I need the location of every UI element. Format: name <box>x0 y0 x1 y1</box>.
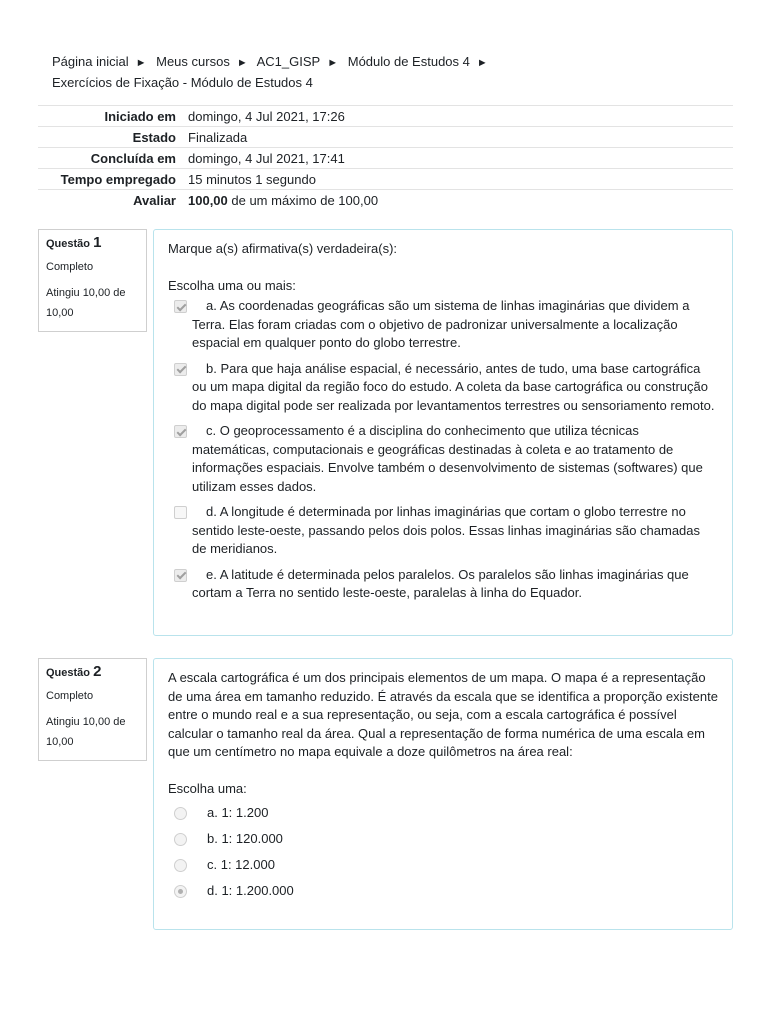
breadcrumb-module-link[interactable]: Módulo de Estudos 4 <box>347 54 470 69</box>
summary-row-grade <box>38 190 733 211</box>
summary-row <box>38 148 733 169</box>
summary-value: domingo, 4 Jul 2021, 17:26 <box>188 106 733 127</box>
answer-option-a[interactable] <box>168 800 718 826</box>
answer-text: b. Para que haja análise espacial, é necessário, antes de tudo, uma base cartográfica ou um mapa digital da região foco do estudo. A coleta da base cartográfica ou construção do mapa digital pode ser realizada por levantamentos terrestres ou sensoriamento remoto. <box>192 360 715 413</box>
breadcrumb-separator-icon: ► <box>236 57 248 69</box>
answer-text: b. 1: 120.000 <box>207 830 283 846</box>
checkbox-checked-icon[interactable] <box>174 425 187 438</box>
question-1-content <box>153 229 733 636</box>
answer-text: c. 1: 12.000 <box>207 856 275 872</box>
summary-label: Concluída em <box>38 148 188 169</box>
breadcrumb-course-link[interactable]: AC1_GISP <box>256 54 321 69</box>
breadcrumb-separator-icon: ► <box>476 57 488 69</box>
radio-selected-icon[interactable] <box>174 885 187 898</box>
question-number: Questão 1 <box>46 234 102 251</box>
checkbox-checked-icon[interactable] <box>174 363 187 376</box>
answer-text: d. A longitude é determinada por linhas imaginárias que cortam o globo terrestre no sentido leste-oeste, passando pelos dois polos. Essas linhas imaginárias são chamadas de meridianos. <box>192 504 701 556</box>
summary-row <box>38 169 733 190</box>
question-state: Completo <box>46 690 94 702</box>
answer-option-d[interactable] <box>168 503 718 559</box>
checkbox-checked-icon[interactable] <box>174 300 187 313</box>
answer-option-a[interactable] <box>168 297 718 353</box>
summary-value: domingo, 4 Jul 2021, 17:41 <box>188 148 733 169</box>
summary-label: Avaliar <box>38 190 188 211</box>
answer-text: c. O geoprocessamento é a disciplina do conhecimento que utiliza técnicas matemáticas, computacionais e geográficas destinadas à coleta e ao tratamento de informações espaciais. Envolve também o desenvolvimento de sistemas (softwares) que utilizam esses dados. <box>192 423 703 494</box>
answer-option-d[interactable] <box>168 878 718 904</box>
grade-score: 100,00 <box>188 192 228 208</box>
summary-value: Finalizada <box>188 127 733 148</box>
summary-row <box>38 106 733 127</box>
attempt-summary-table <box>38 105 733 211</box>
breadcrumb-separator-icon: ► <box>135 57 147 69</box>
answer-list <box>168 800 718 904</box>
question-number: Questão 2 <box>46 663 102 680</box>
question-grade: Atingiu 10,00 de 10,00 <box>46 287 126 319</box>
answer-list <box>168 297 718 603</box>
question-2-info <box>38 658 147 761</box>
breadcrumb-home-link[interactable]: Página inicial <box>52 54 129 69</box>
question-state: Completo <box>46 261 94 273</box>
answer-text: a. 1: 1.200 <box>207 804 269 820</box>
breadcrumb-separator-icon: ► <box>327 57 339 69</box>
question-1-info <box>38 229 147 332</box>
answer-text: a. As coordenadas geográficas são um sistema de linhas imaginárias que dividem a Terra. Elas foram criadas com o objetivo de padronizar universalmente a localização espacial em qualquer ponto do globo terrestre. <box>192 298 690 350</box>
summary-row <box>38 127 733 148</box>
grade-max: de um máximo de 100,00 <box>227 192 379 208</box>
answer-option-c[interactable] <box>168 422 718 496</box>
summary-label: Tempo empregado <box>38 169 188 190</box>
answer-option-b[interactable] <box>168 826 718 852</box>
breadcrumb-quiz-link[interactable]: Exercícios de Fixação - Módulo de Estudos 4 <box>52 75 313 90</box>
summary-label: Iniciado em <box>38 106 188 127</box>
answer-option-e[interactable] <box>168 566 718 603</box>
answer-text: d. 1: 1.200.000 <box>207 882 294 898</box>
answer-option-c[interactable] <box>168 852 718 878</box>
answer-prompt: Escolha uma: <box>168 780 247 796</box>
summary-grade-value <box>188 190 733 211</box>
radio-unselected-icon[interactable] <box>174 833 187 846</box>
summary-label: Estado <box>38 127 188 148</box>
question-text: Marque a(s) afirmativa(s) verdadeira(s): <box>168 241 398 256</box>
question-2-content <box>153 658 733 930</box>
answer-prompt: Escolha uma ou mais: <box>168 277 296 293</box>
answer-text: e. A latitude é determinada pelos paralelos. Os paralelos são linhas imaginárias que cortam a Terra no sentido leste-oeste, paralelas à linha do Equador. <box>192 566 689 600</box>
checkbox-checked-icon[interactable] <box>174 569 187 582</box>
summary-value: 15 minutos 1 segundo <box>188 169 733 190</box>
answer-option-b[interactable] <box>168 360 718 416</box>
question-grade: Atingiu 10,00 de 10,00 <box>46 716 126 748</box>
question-text: A escala cartográfica é um dos principais elementos de um mapa. O mapa é a representação de uma área em tamanho reduzido. É através da escala que se identifica a proporção existente entre o mundo real e a sua representação, ou seja, com a escala cartográfica é possível calcular o tamanho real da área. Qual a representação de forma numérica de uma escala em que um centímetro no mapa equivale a doze quilômetros na área real: <box>168 670 718 759</box>
breadcrumb-my-courses-link[interactable]: Meus cursos <box>156 54 230 69</box>
checkbox-unchecked-icon[interactable] <box>174 506 187 519</box>
breadcrumb <box>52 52 712 92</box>
radio-unselected-icon[interactable] <box>174 859 187 872</box>
radio-unselected-icon[interactable] <box>174 807 187 820</box>
